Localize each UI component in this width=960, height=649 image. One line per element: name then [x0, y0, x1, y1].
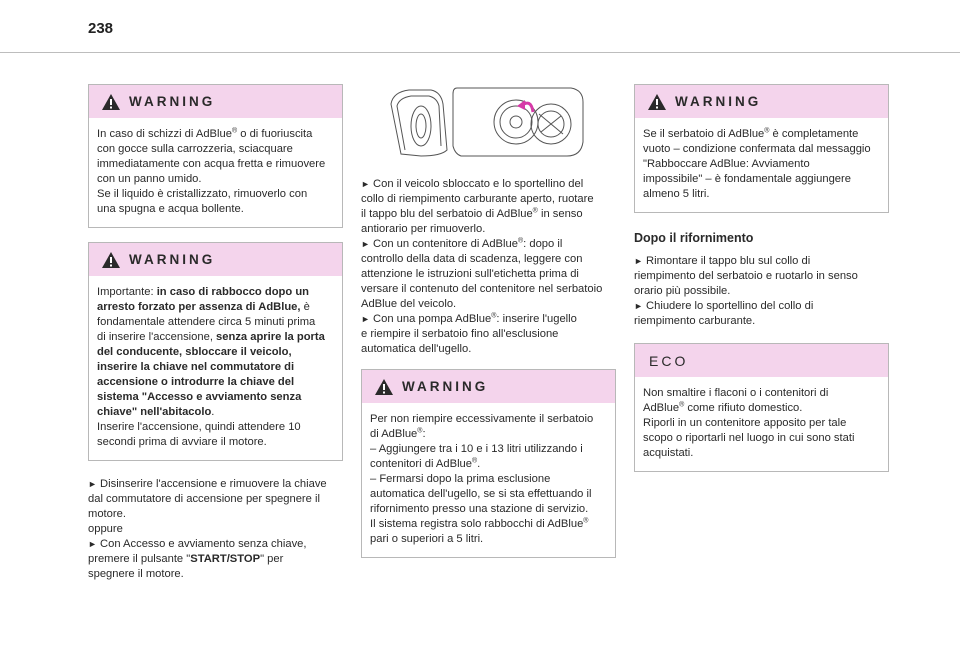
warning-body — [89, 276, 342, 460]
text-line: e riempire il serbatoio fino all'esclusione — [361, 328, 559, 340]
text-line: Se il serbatoio di AdBlue® è completamente — [643, 127, 859, 140]
text-line: versare il contenuto del contenitore nel serbatoio — [361, 283, 603, 295]
text-line: pari o superiori a 5 litri. — [370, 533, 484, 545]
text-line: con gocce sulla carrozzeria, sciacquare — [97, 143, 293, 155]
eco-title: ECO — [649, 352, 689, 369]
warning-triangle-icon — [374, 378, 394, 396]
eco-box — [634, 343, 889, 472]
text-line: premere il pulsante "START/STOP" per — [88, 553, 284, 565]
warning-header — [362, 370, 615, 403]
page-number: 238 — [88, 20, 114, 37]
text-line: Importante: in caso di rabbocco dopo un — [97, 286, 309, 298]
text-line: almeno 5 litri. — [643, 188, 710, 200]
warning-box-splash — [88, 84, 343, 228]
text-line: riempimento del serbatoio e ruotarlo in senso — [634, 270, 858, 282]
warning-triangle-icon — [101, 251, 121, 269]
text-line: Non smaltire i flaconi o i contenitori di — [643, 387, 829, 399]
warning-header — [635, 85, 888, 118]
arrow-bullet-icon: ► — [88, 539, 97, 549]
warning-box-empty-tank — [634, 84, 889, 213]
warning-title: WARNING — [402, 379, 489, 394]
text-line: ► Rimontare il tappo blu sul collo di — [634, 255, 811, 267]
warning-body — [635, 118, 888, 212]
text-line: attenzione le istruzioni sull'etichetta prima di — [361, 268, 579, 280]
arrow-bullet-icon: ► — [634, 301, 643, 311]
column-left — [88, 84, 343, 582]
eco-body — [635, 377, 888, 471]
text-line: ► Con una pompa AdBlue®: inserire l'ugello — [361, 312, 577, 325]
text-line: contenitori di AdBlue®. — [370, 457, 481, 470]
text-line: ► Con il veicolo sbloccato e lo sportellino del — [361, 178, 584, 190]
text-line: secondi prima di avviare il motore. — [97, 436, 267, 448]
text-line: Per non riempire eccessivamente il serbatoio — [370, 413, 594, 425]
text-line: acquistati. — [643, 447, 694, 459]
text-line: sistema "Accesso e avviamento senza — [97, 391, 302, 403]
text-line: accensione o introdurre la chiave del — [97, 376, 295, 388]
column-middle — [361, 84, 616, 572]
arrow-bullet-icon: ► — [361, 314, 370, 324]
text-line: riempimento carburante. — [634, 315, 756, 327]
text-line: Se il liquido è cristallizzato, rimuoverlo con — [97, 188, 308, 200]
section-title-after-refuelling: Dopo il rifornimento — [634, 231, 754, 245]
text-line: AdBlue® come rifiuto domestico. — [643, 401, 803, 414]
warning-body — [362, 403, 615, 557]
text-line: ► Con un contenitore di AdBlue®: dopo il — [361, 237, 563, 250]
text-line: automatica dell'ugello, se si sta effettuando il — [370, 488, 592, 500]
text-line: una spugna e acqua bollente. — [97, 203, 244, 215]
header-divider — [0, 52, 960, 53]
text-line: collo di riempimento carburante aperto, ruotare — [361, 193, 594, 205]
text-line: Riporli in un contenitore apposito per tale — [643, 417, 847, 429]
text-line: "Rabboccare AdBlue: Avviamento — [643, 158, 810, 170]
text-line: scopo o riportarli nel luogo in cui sono stati — [643, 432, 855, 444]
text-line: arresto forzato per assenza di AdBlue, è — [97, 301, 310, 313]
text-line: inserire la chiave nel commutatore di — [97, 361, 295, 373]
text-line: dal commutatore di accensione per spegnere il — [88, 493, 320, 505]
warning-title: WARNING — [675, 94, 762, 109]
warning-header — [89, 85, 342, 118]
text-line: AdBlue del veicolo. — [361, 298, 457, 310]
text-line: controllo della data di scadenza, leggere con — [361, 253, 583, 265]
filling-steps — [361, 177, 616, 357]
text-line: chiave" nell'abitacolo. — [97, 406, 215, 418]
warning-triangle-icon — [647, 93, 667, 111]
text-line: ► Chiudere lo sportellino del collo di — [634, 300, 814, 312]
text-line: antiorario per rimuoverlo. — [361, 223, 486, 235]
warning-body — [89, 118, 342, 227]
text-line: impossibile" – è fondamentale aggiungere — [643, 173, 851, 185]
text-line: automatica dell'ugello. — [361, 343, 472, 355]
text-line: del conducente, sbloccare il veicolo, — [97, 346, 292, 358]
instructions-engine-off — [88, 477, 343, 582]
warning-header — [89, 243, 342, 276]
text-line: motore. — [88, 508, 126, 520]
text-line: di AdBlue®: — [370, 427, 426, 440]
text-line: – Fermarsi dopo la prima esclusione — [370, 473, 551, 485]
text-line: il tappo blu del serbatoio di AdBlue® in senso — [361, 207, 583, 220]
text-line: vuoto – condizione confermata dal messaggio — [643, 143, 871, 155]
arrow-bullet-icon: ► — [88, 479, 97, 489]
text-line: In caso di schizzi di AdBlue® o di fuoriuscita — [97, 127, 313, 140]
text-line: immediatamente con acqua fretta e rimuovere — [97, 158, 326, 170]
text-line: con un panno umido. — [97, 173, 202, 185]
eco-header — [635, 344, 888, 377]
arrow-bullet-icon: ► — [361, 179, 370, 189]
text-line: Il sistema registra solo rabbocchi di AdBlue® — [370, 517, 589, 530]
text-line: ► Disinserire l'accensione e rimuovere la chiave — [88, 478, 327, 490]
warning-box-overfill — [361, 369, 616, 558]
arrow-bullet-icon: ► — [361, 239, 370, 249]
warning-box-forced-stop — [88, 242, 343, 461]
text-line: – Aggiungere tra i 10 e i 13 litri utilizzando i — [370, 443, 583, 455]
warning-title: WARNING — [129, 252, 216, 267]
after-refuelling-steps — [634, 254, 889, 329]
text-line: oppure — [88, 523, 123, 535]
text-line: Inserire l'accensione, quindi attendere 10 — [97, 421, 301, 433]
arrow-bullet-icon: ► — [634, 256, 643, 266]
text-line: di inserire l'accensione, senza aprire la porta — [97, 331, 325, 343]
warning-triangle-icon — [101, 93, 121, 111]
text-line: rifornimento presso una stazione di servizio. — [370, 503, 589, 515]
text-line: spegnere il motore. — [88, 568, 184, 580]
text-line: ► Con Accesso e avviamento senza chiave, — [88, 538, 307, 550]
text-line: fondamentale attendere circa 5 minuti prima — [97, 316, 316, 328]
warning-title: WARNING — [129, 94, 216, 109]
text-line: orario più possibile. — [634, 285, 731, 297]
adblue-filler-illustration — [361, 84, 616, 160]
column-right — [634, 84, 889, 486]
